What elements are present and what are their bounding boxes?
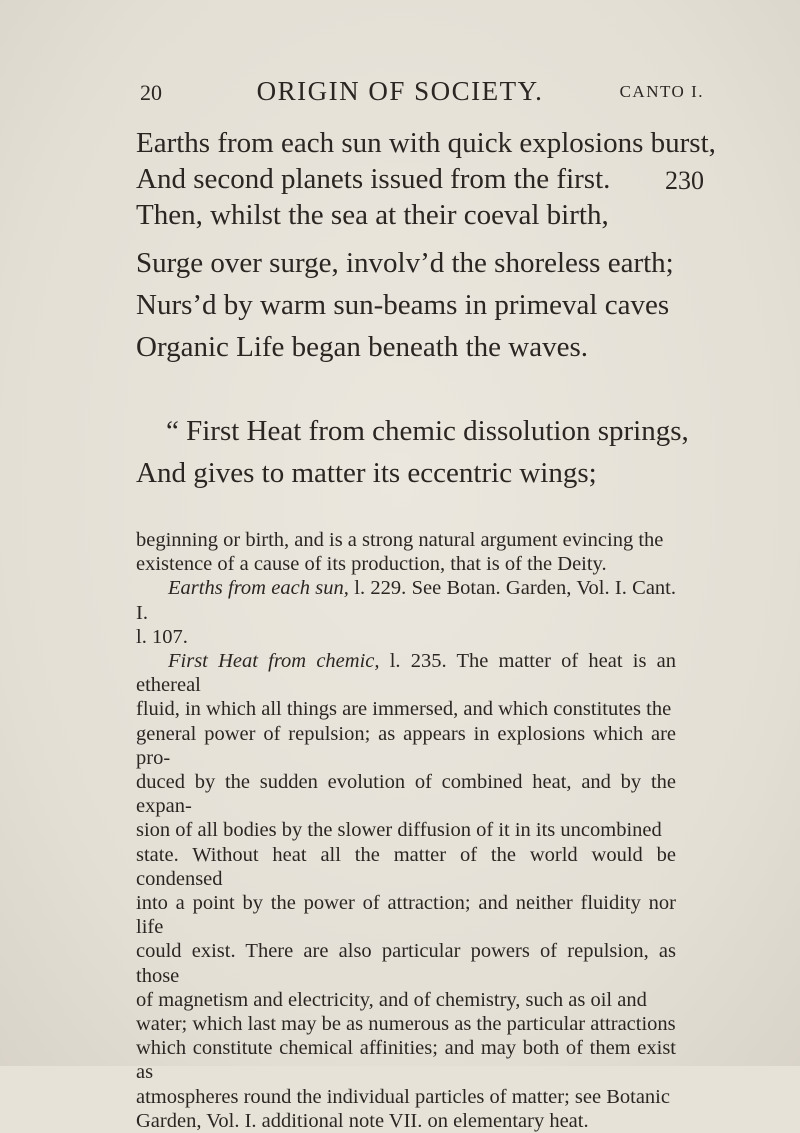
note-line: state. Without heat all the matter of the world would be condensed [136,843,676,890]
note-line: Garden, Vol. I. additional note VII. on elementary heat. [136,1109,589,1132]
verse-line: “ First Heat from chemic dissolution springs, [166,415,689,447]
verse-line: Then, whilst the sea at their coeval birth, [136,199,609,231]
note-text: l. 229. See Botan. Garden, Vol. I. Cant. I. [136,577,677,624]
note-line: duced by the sudden evolution of combined heat, and by the expan- [136,771,676,818]
verse-line: Nurs’d by warm sun-beams in primeval caves [136,289,670,321]
verse-line: Earths from each sun with quick explosions burst, [136,127,716,159]
note-line: of magnetism and electricity, and of chemistry, such as oil and [136,988,647,1011]
note-line: existence of a cause of its production, that is of the Deity. [136,553,607,576]
page-header [0,76,800,110]
note-reference: First Heat from chemic, [168,650,380,673]
canto-label: CANTO I. [619,82,704,101]
line-number: 230 [665,166,704,195]
running-title: ORIGIN OF SOCIETY. [256,76,544,106]
note-line: l. 107. [136,625,188,648]
note-line: beginning or birth, and is a strong natural argument evincing the [136,529,664,551]
note-line: atmospheres round the individual particles of matter; see Botanic [136,1085,670,1108]
verse-line: Surge over surge, involv’d the shoreless earth; [136,247,674,279]
note-reference: Earths from each sun, [168,577,349,600]
note-line: general power of repulsion; as appears in explosions which are pro- [136,722,676,769]
note-line: which constitute chemical affinities; and may both of them exist as [136,1037,676,1084]
note-line: could exist. There are also particular powers of repulsion, as those [136,940,676,987]
note-line: sion of all bodies by the slower diffusion of it in its uncombined [136,819,662,842]
footnotes [136,528,676,1133]
verse-line: And second planets issued from the first. [136,163,611,195]
note-line: into a point by the power of attraction; and neither fluidity nor life [136,892,676,939]
note-text: l. 235. The matter of heat is an ethereal [136,650,676,697]
note-line: water; which last may be as numerous as the particular attractions [136,1013,676,1036]
note-line: fluid, in which all things are immersed, and which constitutes the [136,698,672,721]
page-number: 20 [140,80,162,105]
verse-line: And gives to matter its eccentric wings; [136,457,597,489]
verse-line: Organic Life began beneath the waves. [136,331,588,363]
